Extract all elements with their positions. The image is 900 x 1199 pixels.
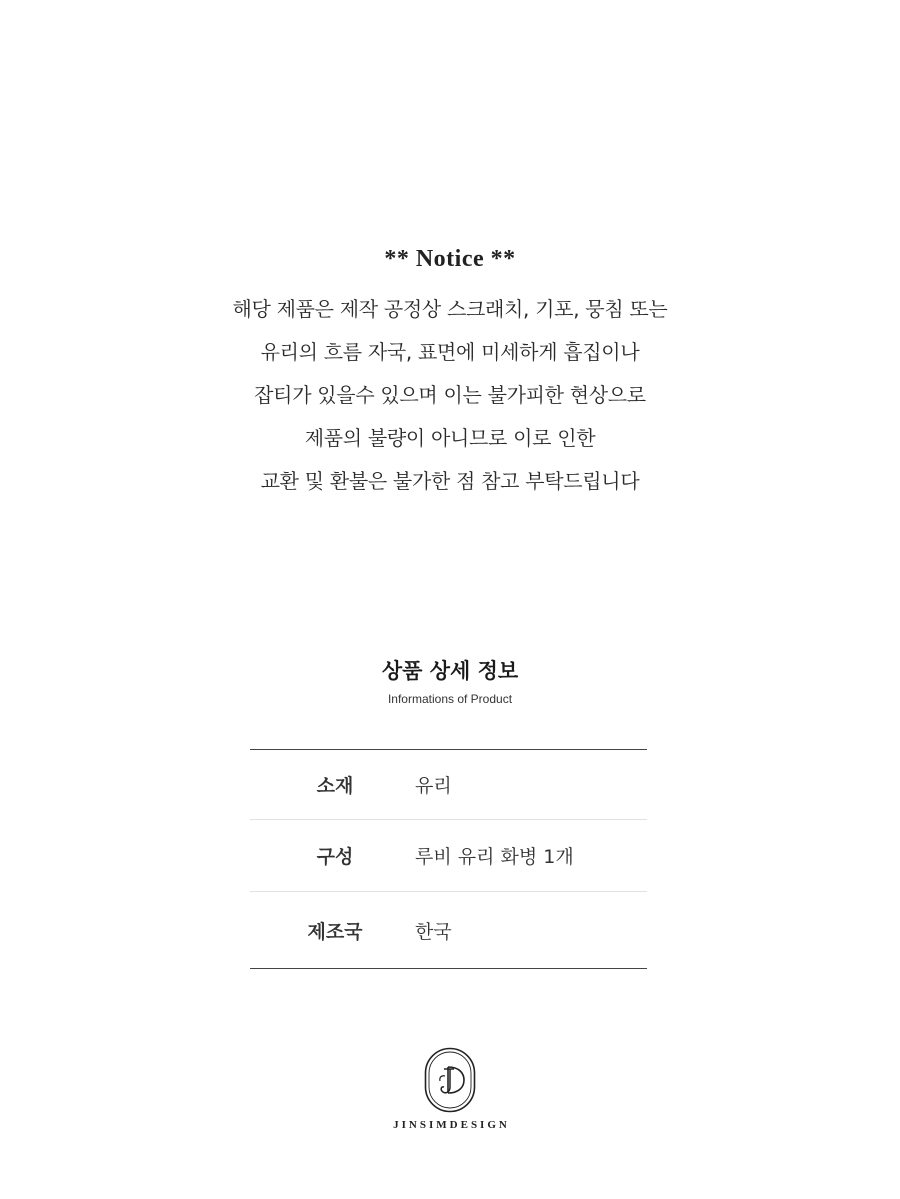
notice-title: ** Notice **: [384, 246, 516, 272]
product-info-table: [250, 749, 647, 969]
brand-footer: [0, 1047, 900, 1131]
row-value-material: 유리: [415, 775, 452, 797]
table-row: [250, 892, 647, 968]
jd-monogram-icon: [424, 1047, 476, 1113]
notice-section: [0, 240, 900, 503]
notice-line: 해당 제품은 제작 공정상 스크래치, 기포, 뭉침 또는: [232, 297, 668, 321]
brand-name: JINSIMDESIGN: [393, 1119, 510, 1131]
notice-line: 유리의 흐름 자국, 표면에 미세하게 흡집이나: [260, 340, 640, 364]
row-value-origin: 한국: [415, 920, 452, 943]
product-info-title: 상품 상세 정보: [381, 659, 519, 683]
row-label-material: 소재: [316, 775, 354, 797]
product-info-subtitle: Informations of Product: [387, 692, 513, 706]
notice-line: 제품의 불량이 아니므로 이로 인한: [304, 426, 596, 450]
notice-line: 잡티가 있을수 있으며 이는 불가피한 현상으로: [254, 383, 646, 407]
table-row: [250, 750, 647, 820]
table-row: [250, 820, 647, 892]
row-value-composition: 루비 유리 화병 1개: [415, 846, 574, 868]
notice-text: [0, 288, 900, 503]
notice-line: 교환 및 환불은 불가한 점 참고 부탁드립니다: [260, 469, 640, 493]
row-label-origin: 제조국: [307, 920, 363, 943]
product-info-header: [0, 656, 900, 710]
row-label-composition: 구성: [316, 846, 354, 868]
